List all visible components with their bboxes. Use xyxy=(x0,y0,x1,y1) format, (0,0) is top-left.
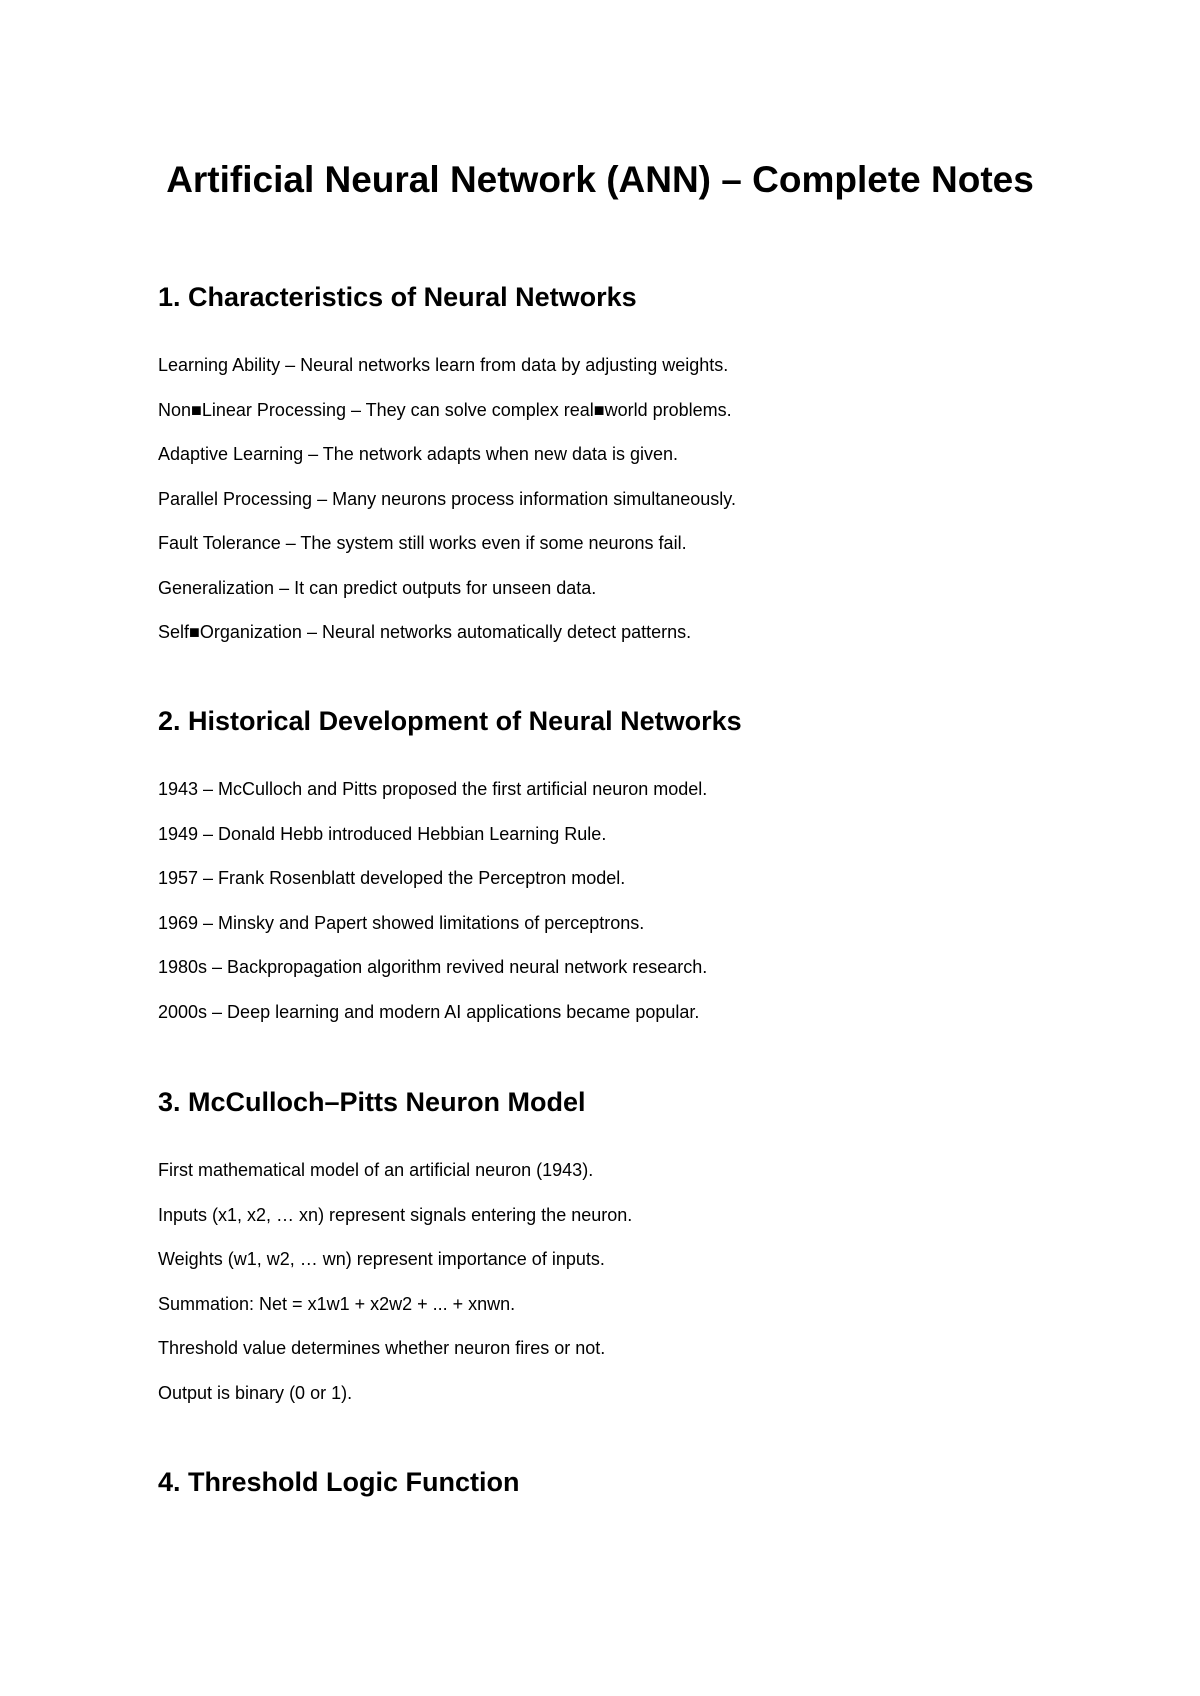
list-item: Parallel Processing – Many neurons process information simultaneously. xyxy=(158,488,736,509)
characteristics-list xyxy=(158,352,1058,645)
list-item: Non■Linear Processing – They can solve complex real■world problems. xyxy=(158,399,732,420)
section-history xyxy=(158,704,1058,1043)
section-heading: 4. Threshold Logic Function xyxy=(158,1467,520,1497)
section-heading: 2. Historical Development of Neural Networks xyxy=(158,706,742,736)
section-threshold-logic xyxy=(158,1465,1058,1499)
list-item: Fault Tolerance – The system still works even if some neurons fail. xyxy=(158,533,687,553)
list-item: Learning Ability – Neural networks learn from data by adjusting weights. xyxy=(158,355,729,375)
list-item: 1969 – Minsky and Papert showed limitations of perceptrons. xyxy=(158,912,645,933)
list-item: 1957 – Frank Rosenblatt developed the Perceptron model. xyxy=(158,868,626,888)
history-list xyxy=(158,776,1058,1025)
list-item: Adaptive Learning – The network adapts when new data is given. xyxy=(158,444,679,464)
mcculloch-pitts-list xyxy=(158,1157,1058,1406)
list-item: Output is binary (0 or 1). xyxy=(158,1382,353,1403)
section-characteristics xyxy=(158,280,1058,664)
section-heading: 1. Characteristics of Neural Networks xyxy=(158,282,637,312)
list-item: Summation: Net = x1w1 + x2w2 + ... + xnwn. xyxy=(158,1293,516,1314)
list-item: 2000s – Deep learning and modern AI applications became popular. xyxy=(158,1001,700,1022)
list-item: First mathematical model of an artificial neuron (1943). xyxy=(158,1160,594,1180)
list-item: Self■Organization – Neural networks automatically detect patterns. xyxy=(158,622,692,642)
list-item: 1980s – Backpropagation algorithm revived neural network research. xyxy=(158,957,708,977)
list-item: 1949 – Donald Hebb introduced Hebbian Learning Rule. xyxy=(158,823,607,844)
section-heading: 3. McCulloch–Pitts Neuron Model xyxy=(158,1087,586,1117)
list-item: Weights (w1, w2, … wn) represent importance of inputs. xyxy=(158,1249,605,1269)
list-item: Inputs (x1, x2, … xn) represent signals entering the neuron. xyxy=(158,1204,633,1225)
document-title: Artificial Neural Network (ANN) – Complete Notes xyxy=(166,159,1034,200)
list-item: 1943 – McCulloch and Pitts proposed the first artificial neuron model. xyxy=(158,779,708,799)
list-item: Generalization – It can predict outputs for unseen data. xyxy=(158,577,597,598)
section-mcculloch-pitts xyxy=(158,1085,1058,1424)
list-item: Threshold value determines whether neuron fires or not. xyxy=(158,1338,606,1358)
